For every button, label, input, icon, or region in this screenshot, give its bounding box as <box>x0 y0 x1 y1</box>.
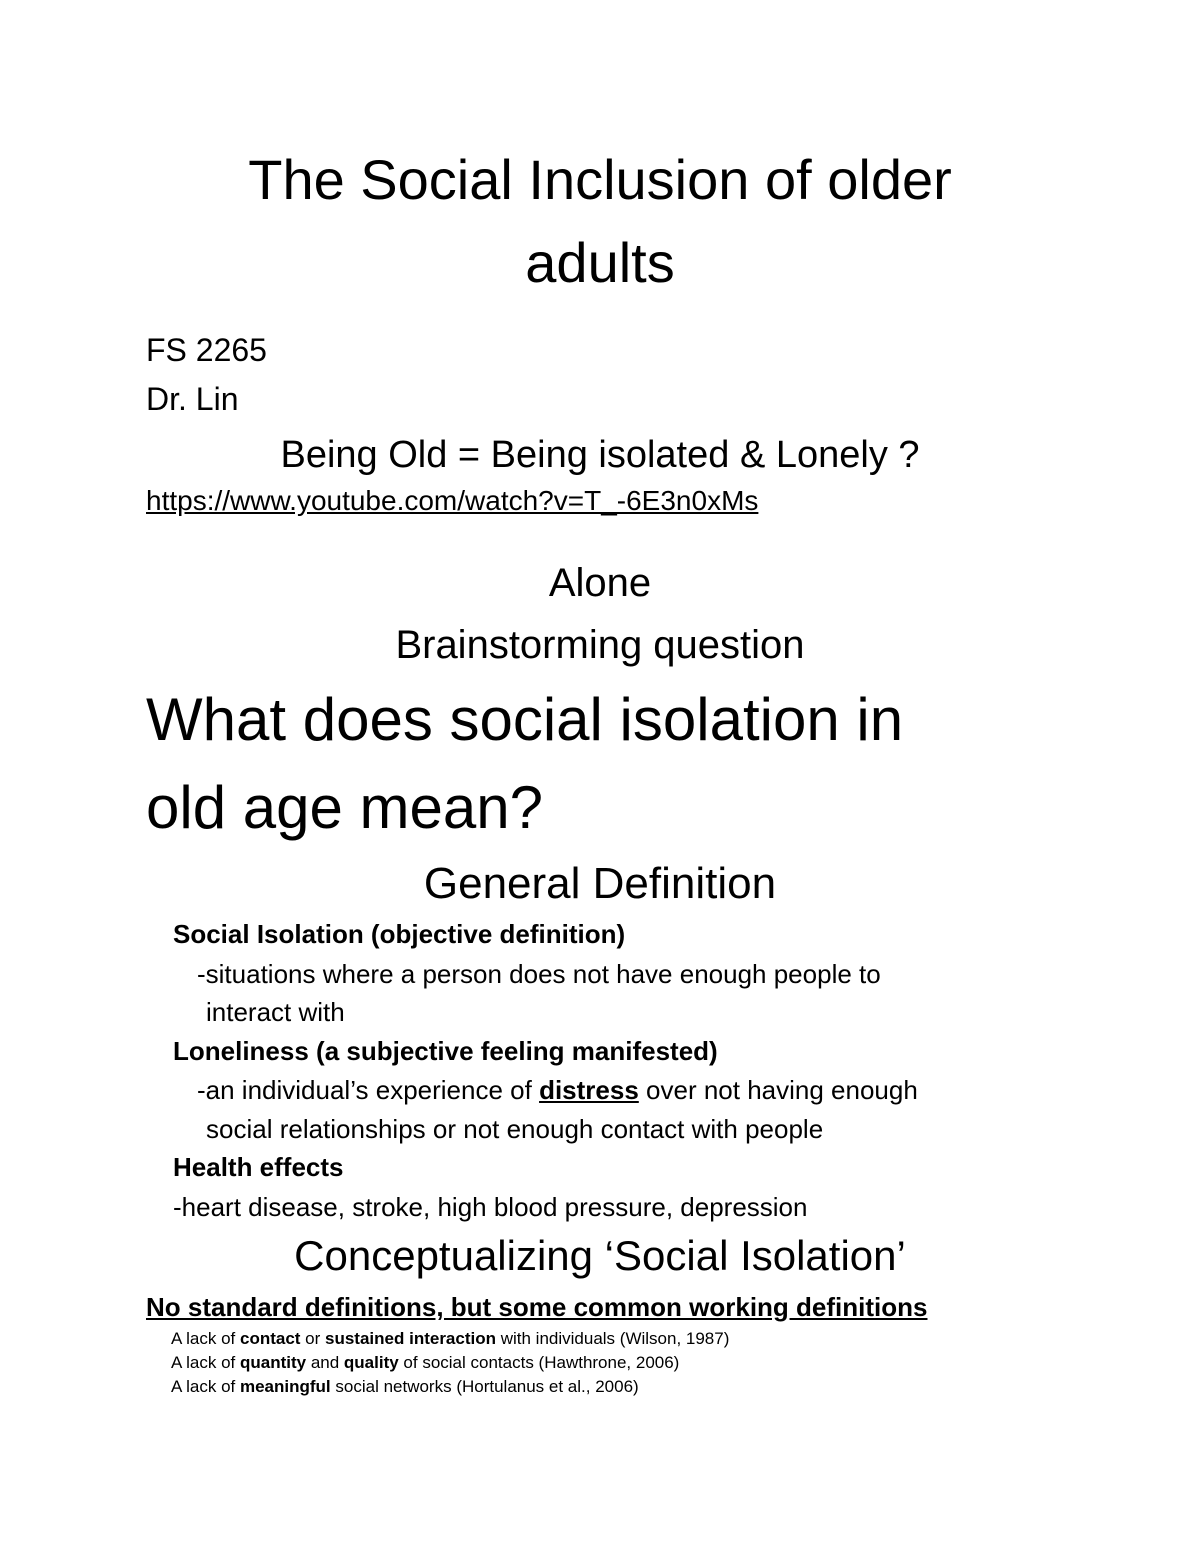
loneliness-def-line-1 <box>197 1077 918 1103</box>
social-isolation-term: Social Isolation (objective definition) <box>173 919 626 949</box>
question-heading: Being Old = Being isolated & Lonely ? <box>280 434 920 476</box>
working-definitions-heading: No standard definitions, but some common working definitions <box>146 1292 928 1322</box>
big-question-line-2: old age mean? <box>146 774 543 841</box>
health-effects-list: -heart disease, stroke, high blood pressure, depression <box>173 1192 808 1222</box>
general-definition-heading: General Definition <box>423 859 777 908</box>
loneliness-def-prefix: -an individual’s experience of <box>197 1075 540 1105</box>
loneliness-term: Loneliness (a subjective feeling manifested) <box>173 1036 718 1066</box>
loneliness-def-suffix: over not having enough <box>638 1075 918 1105</box>
working-definition-item: A lack of meaningful social networks (Hortulanus et al., 2006) <box>171 1377 639 1396</box>
course-code: FS 2265 <box>146 332 267 368</box>
conceptualizing-heading: Conceptualizing ‘Social Isolation’ <box>294 1232 906 1279</box>
social-isolation-def-line-1: -situations where a person does not have enough people to <box>197 959 881 989</box>
video-link[interactable]: https://www.youtube.com/watch?v=T_-6E3n0xMs <box>146 485 759 516</box>
page-title-line-1: The Social Inclusion of older <box>248 148 952 211</box>
brainstorm-heading: Brainstorming question <box>395 623 805 667</box>
instructor-name: Dr. Lin <box>146 381 239 417</box>
health-effects-term: Health effects <box>173 1152 344 1182</box>
big-question-line-1: What does social isolation in <box>146 686 904 753</box>
alone-heading: Alone <box>548 561 652 605</box>
working-definition-item: A lack of quantity and quality of social contacts (Hawthrone, 2006) <box>171 1353 680 1372</box>
loneliness-def-line-2: social relationships or not enough contact with people <box>206 1114 824 1144</box>
working-definition-item: A lack of contact or sustained interaction with individuals (Wilson, 1987) <box>171 1329 730 1348</box>
page-title-line-2: adults <box>525 231 675 294</box>
distress-emphasis: distress <box>539 1075 639 1105</box>
social-isolation-def-line-2: interact with <box>206 997 345 1027</box>
